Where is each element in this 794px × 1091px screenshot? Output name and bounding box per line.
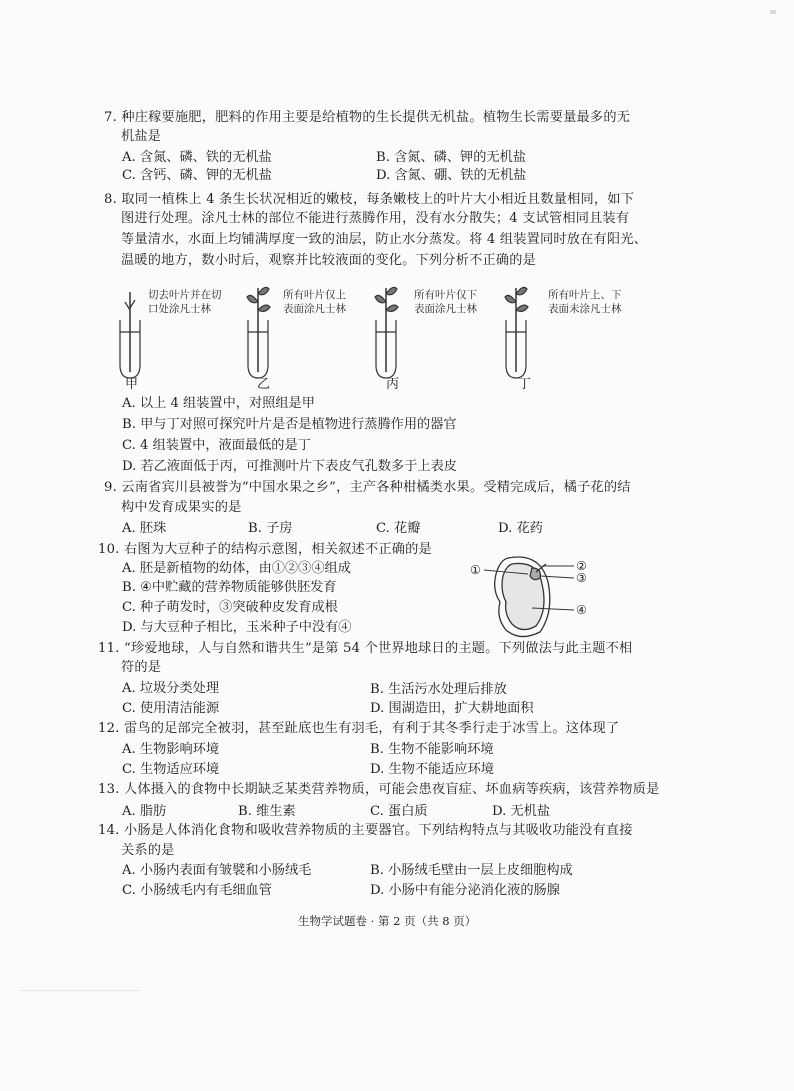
seed-mark-3: ③ [576, 571, 587, 585]
q8-option-c: C. 4 组装置中，液面最低的是丁 [122, 438, 311, 453]
q14-option-b: B. 小肠绒毛壁由一层上皮细胞构成 [370, 863, 573, 878]
q9-stem-line1: 9. 云南省宾川县被誉为“中国水果之乡”，主产各种柑橘类水果。受精完成后，橘子花的结 [104, 480, 631, 495]
q13-stem-line1: 13. 人体摄入的食物中长期缺乏某类营养物质，可能会患夜盲症、坏血病等疾病，该营养物质是 [98, 782, 660, 797]
page-footer: 生物学试题卷 · 第 2 页（共 8 页） [298, 914, 477, 928]
q8-ding-label-1: 所有叶片上、下 [548, 289, 622, 301]
q8-bing-label-1: 所有叶片仅下 [414, 289, 477, 301]
scan-artifact-line [20, 990, 140, 991]
q8-caption-jia: 甲 [125, 377, 139, 392]
q8-option-d: D. 若乙液面低于丙，可推测叶片下表皮气孔数多于上表皮 [122, 459, 457, 474]
q8-stem-line3: 等量清水，水面上均铺满厚度一致的油层，防止水分蒸发。将 4 组装置同时放在有阳光、 [121, 232, 648, 247]
q11-option-c: C. 使用清洁能源 [122, 701, 220, 716]
q11-stem-line1: 11. “珍爱地球，人与自然和谐共生”是第 54 个世界地球日的主题。下列做法与此主题不相 [98, 641, 633, 656]
q8-option-b: B. 甲与丁对照可探究叶片是否是植物进行蒸腾作用的器官 [122, 417, 457, 432]
q8-caption-ding: 丁 [518, 377, 532, 392]
q14-stem-line2: 关系的是 [121, 843, 175, 858]
q8-bing-label-2: 表面涂凡士林 [414, 303, 477, 315]
tube-ding [505, 287, 528, 378]
q10-option-c: C. 种子萌发时，③突破种皮发育成根 [122, 600, 338, 615]
q10-option-b: B. ④中贮藏的营养物质能够供胚发育 [122, 580, 337, 595]
q8-stem-line4: 温暖的地方，数小时后，观察并比较液面的变化。下列分析不正确的是 [121, 253, 537, 268]
q7-stem-line1: 7. 种庄稼要施肥，肥料的作用主要是给植物的生长提供无机盐。植物生长需要量最多的无 [104, 110, 631, 125]
q13-option-c: C. 蛋白质 [370, 804, 428, 819]
q14-option-a: A. 小肠内表面有皱襞和小肠绒毛 [122, 863, 312, 878]
tube-jia [120, 292, 140, 378]
q8-stem-line2: 图进行处理。涂凡士林的部位不能进行蒸腾作用，没有水分散失；4 支试管相同且装有 [121, 211, 630, 226]
q7-option-c: C. 含钙、磷、钾的无机盐 [122, 168, 272, 183]
q9-stem-line2: 构中发育成果实的是 [121, 500, 242, 515]
q10-option-a: A. 胚是新植物的幼体，由①②③④组成 [122, 561, 351, 576]
seed-mark-1: ① [470, 563, 481, 577]
q8-jia-label-2: 口处涂凡士林 [148, 303, 211, 315]
q10-stem-line1: 10. 右图为大豆种子的结构示意图，相关叙述不正确的是 [98, 542, 432, 557]
q8-stem-line1: 8. 取同一植株上 4 条生长状况相近的嫩枝，每条嫩枝上的叶片大小相近且数量相同，如下 [104, 192, 635, 207]
q10-bean-seed-figure [470, 552, 610, 642]
q9-option-b: B. 子房 [248, 521, 293, 536]
q8-jia-label-1: 切去叶片并在切 [148, 289, 222, 301]
q14-stem-line1: 14. 小肠是人体消化食物和吸收营养物质的主要器官。下列结构特点与其吸收功能没有直接 [98, 823, 633, 838]
q14-option-c: C. 小肠绒毛内有毛细血管 [122, 883, 272, 898]
tube-bing [375, 287, 398, 378]
q12-stem-line1: 12. 雷鸟的足部完全被羽，甚至趾底也生有羽毛，有利于其冬季行走于冰雪上。这体现了 [98, 721, 620, 736]
q9-option-a: A. 胚珠 [122, 521, 167, 536]
seed-mark-2: ② [576, 559, 587, 573]
q7-option-b: B. 含氮、磷、钾的无机盐 [376, 150, 526, 165]
q11-stem-line2: 符的是 [121, 660, 162, 675]
q7-option-d: D. 含氮、硼、铁的无机盐 [376, 168, 527, 183]
q8-caption-bing: 丙 [386, 377, 400, 392]
q9-option-d: D. 花药 [498, 521, 543, 536]
q8-yi-label-1: 所有叶片仅上 [283, 289, 346, 301]
q11-option-d: D. 围湖造田，扩大耕地面积 [370, 701, 534, 716]
q8-caption-yi: 乙 [257, 377, 271, 392]
scan-artifact-dot [770, 10, 776, 14]
tube-yi [247, 287, 270, 378]
q12-option-b: B. 生物不能影响环境 [370, 742, 494, 757]
q8-yi-label-2: 表面涂凡士林 [283, 303, 346, 315]
q7-option-a: A. 含氮、磷、铁的无机盐 [122, 150, 272, 165]
q13-option-d: D. 无机盐 [492, 804, 551, 819]
q12-option-a: A. 生物影响环境 [122, 742, 220, 757]
q13-option-b: B. 维生素 [238, 804, 296, 819]
seed-mark-4: ④ [576, 603, 587, 617]
q12-option-d: D. 生物不能适应环境 [370, 762, 494, 777]
q8-option-a: A. 以上 4 组装置中，对照组是甲 [122, 396, 315, 411]
q10-option-d: D. 与大豆种子相比，玉米种子中没有④ [122, 620, 352, 635]
q7-stem-line2: 机盐是 [121, 129, 162, 144]
q13-option-a: A. 脂肪 [122, 804, 167, 819]
q9-option-c: C. 花瓣 [376, 521, 421, 536]
q11-option-b: B. 生活污水处理后排放 [370, 682, 507, 697]
q12-option-c: C. 生物适应环境 [122, 762, 220, 777]
q8-ding-label-2: 表面未涂凡士林 [548, 303, 622, 315]
q14-option-d: D. 小肠中有能分泌消化液的肠腺 [370, 883, 560, 898]
q11-option-a: A. 垃圾分类处理 [122, 681, 220, 696]
